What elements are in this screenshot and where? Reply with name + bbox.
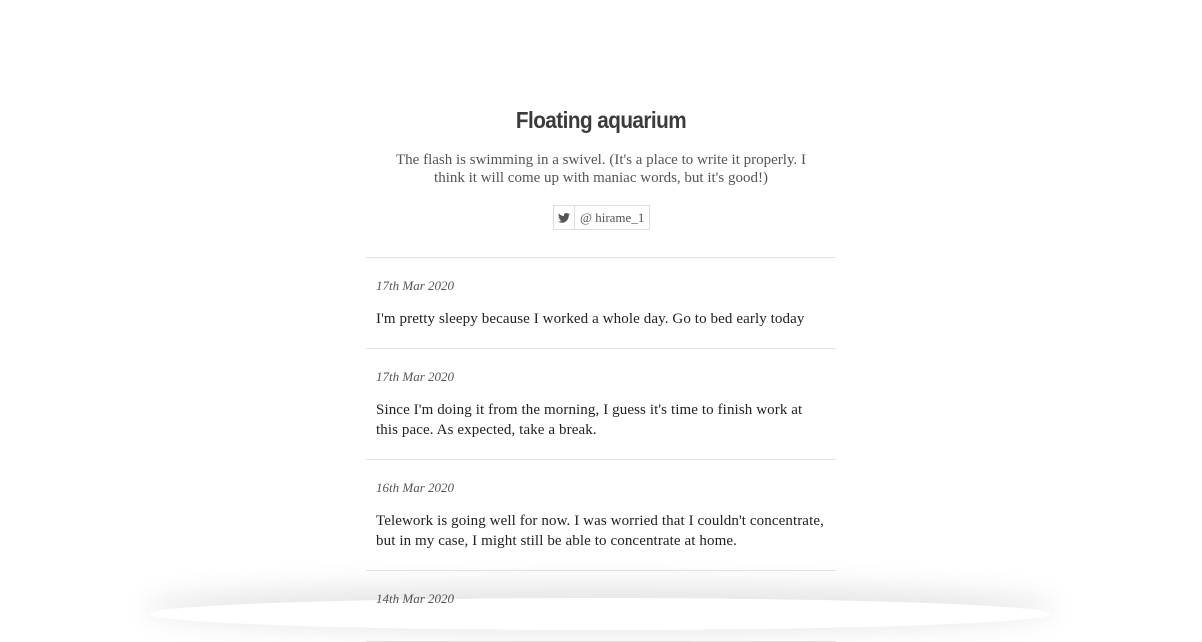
twitter-handle: @ hirame_1 (580, 209, 645, 225)
page-title: Floating aquarium (515, 107, 687, 133)
post-item[interactable] (366, 460, 836, 571)
post-body: I'm pretty sleepy because I worked a whole day. Go to bed early today (376, 311, 805, 327)
post-date: 14th Mar 2020 (376, 591, 454, 606)
twitter-icon (554, 206, 575, 229)
post-body: Since I'm doing it from the morning, I guess it's time to finish work at this pace. As expected, take a break. (376, 402, 803, 438)
post-body: Telework is going well for now. I was worried that I couldn't concentrate, but in my case, I might still be able to concentrate at home. (376, 513, 824, 549)
post-date: 17th Mar 2020 (376, 369, 454, 384)
twitter-handle-link[interactable] (553, 205, 650, 230)
post-item[interactable] (366, 258, 836, 349)
post-date: 16th Mar 2020 (376, 480, 454, 495)
post-item[interactable] (366, 571, 836, 642)
post-list (366, 257, 836, 642)
post-item[interactable] (366, 349, 836, 460)
post-date: 17th Mar 2020 (376, 278, 454, 293)
site-description: The flash is swimming in a swivel. (It's a place to write it properly. I think it will come up with maniac words, but it's good!) (396, 152, 806, 186)
